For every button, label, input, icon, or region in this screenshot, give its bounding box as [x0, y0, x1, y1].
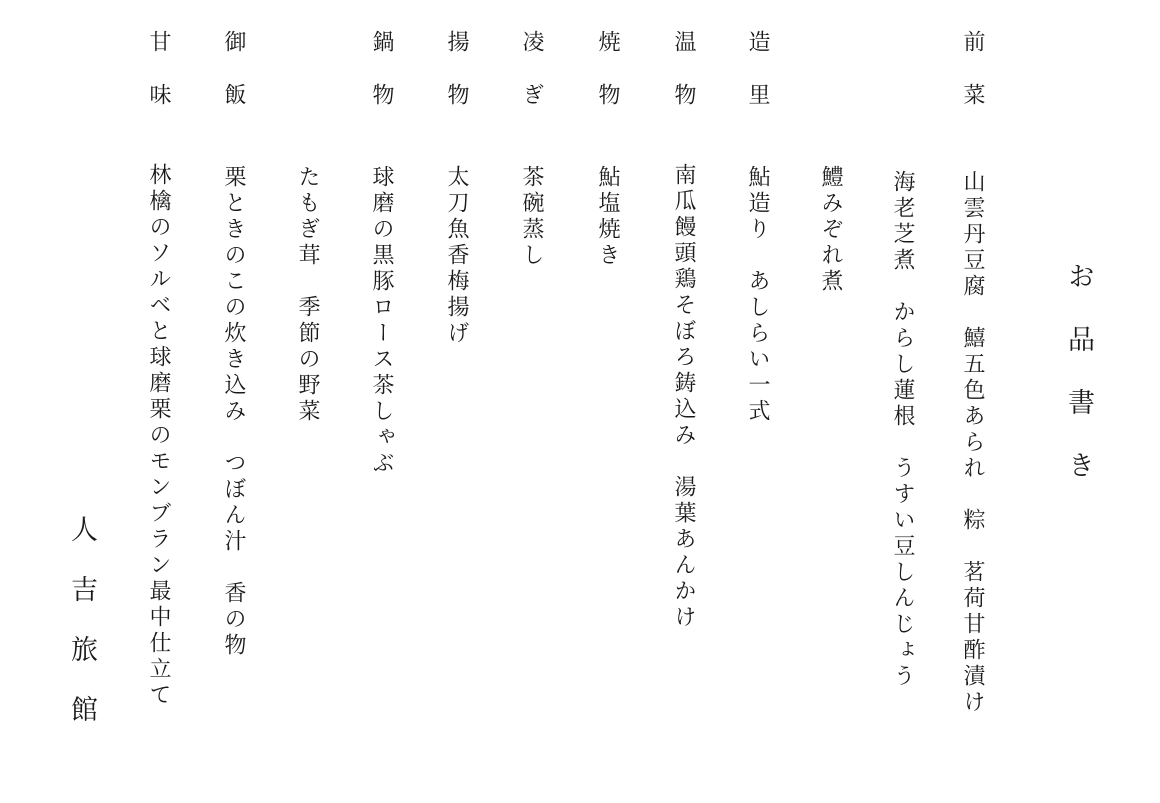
category-yakimono: 焼物 [595, 30, 620, 136]
category-gohan: 御飯 [221, 30, 246, 136]
menu-item-yakimono: 鮎塩焼き [595, 165, 620, 269]
category-kanmi: 甘味 [146, 30, 171, 136]
menu-item-gohan: 栗ときのこの炊き込み つぼん汁 香の物 [221, 165, 246, 659]
category-agemono: 揚物 [444, 30, 469, 136]
menu-item-tsukuri: 鮎造り あしらい一式 [745, 165, 770, 425]
menu-item-shinogi: 茶碗蒸し [519, 165, 544, 269]
menu-title: お品書き [1063, 262, 1094, 514]
category-tsukuri: 造里 [745, 30, 770, 136]
menu-item-agemono: 太刀魚香梅揚げ [444, 165, 469, 347]
menu-item-zensai-3: 鱧みぞれ煮 [818, 165, 843, 295]
menu-item-nabemono-1: 球磨の黒豚ロース茶しゃぶ [369, 165, 394, 477]
menu-item-zensai-2: 海老芝煮 からし蓮根 うすい豆しんじょう [890, 170, 915, 690]
category-onmono: 温物 [671, 30, 696, 136]
menu-item-zensai-1: 山雲丹豆腐 鱚五色あられ 粽 茗荷甘酢漬け [960, 170, 985, 716]
category-zensai: 前菜 [960, 30, 985, 136]
category-nabemono: 鍋物 [369, 30, 394, 136]
signature-inn-name: 人吉旅館 [66, 515, 97, 755]
menu-item-onmono: 南瓜饅頭鶏そぼろ鋳込み 湯葉あんかけ [671, 163, 696, 631]
category-shinogi: 凌ぎ [519, 30, 544, 136]
menu-item-kanmi: 林檎のソルベと球磨栗のモンブラン最中仕立て [146, 163, 171, 709]
menu-item-nabemono-2: たもぎ茸 季節の野菜 [295, 165, 320, 425]
